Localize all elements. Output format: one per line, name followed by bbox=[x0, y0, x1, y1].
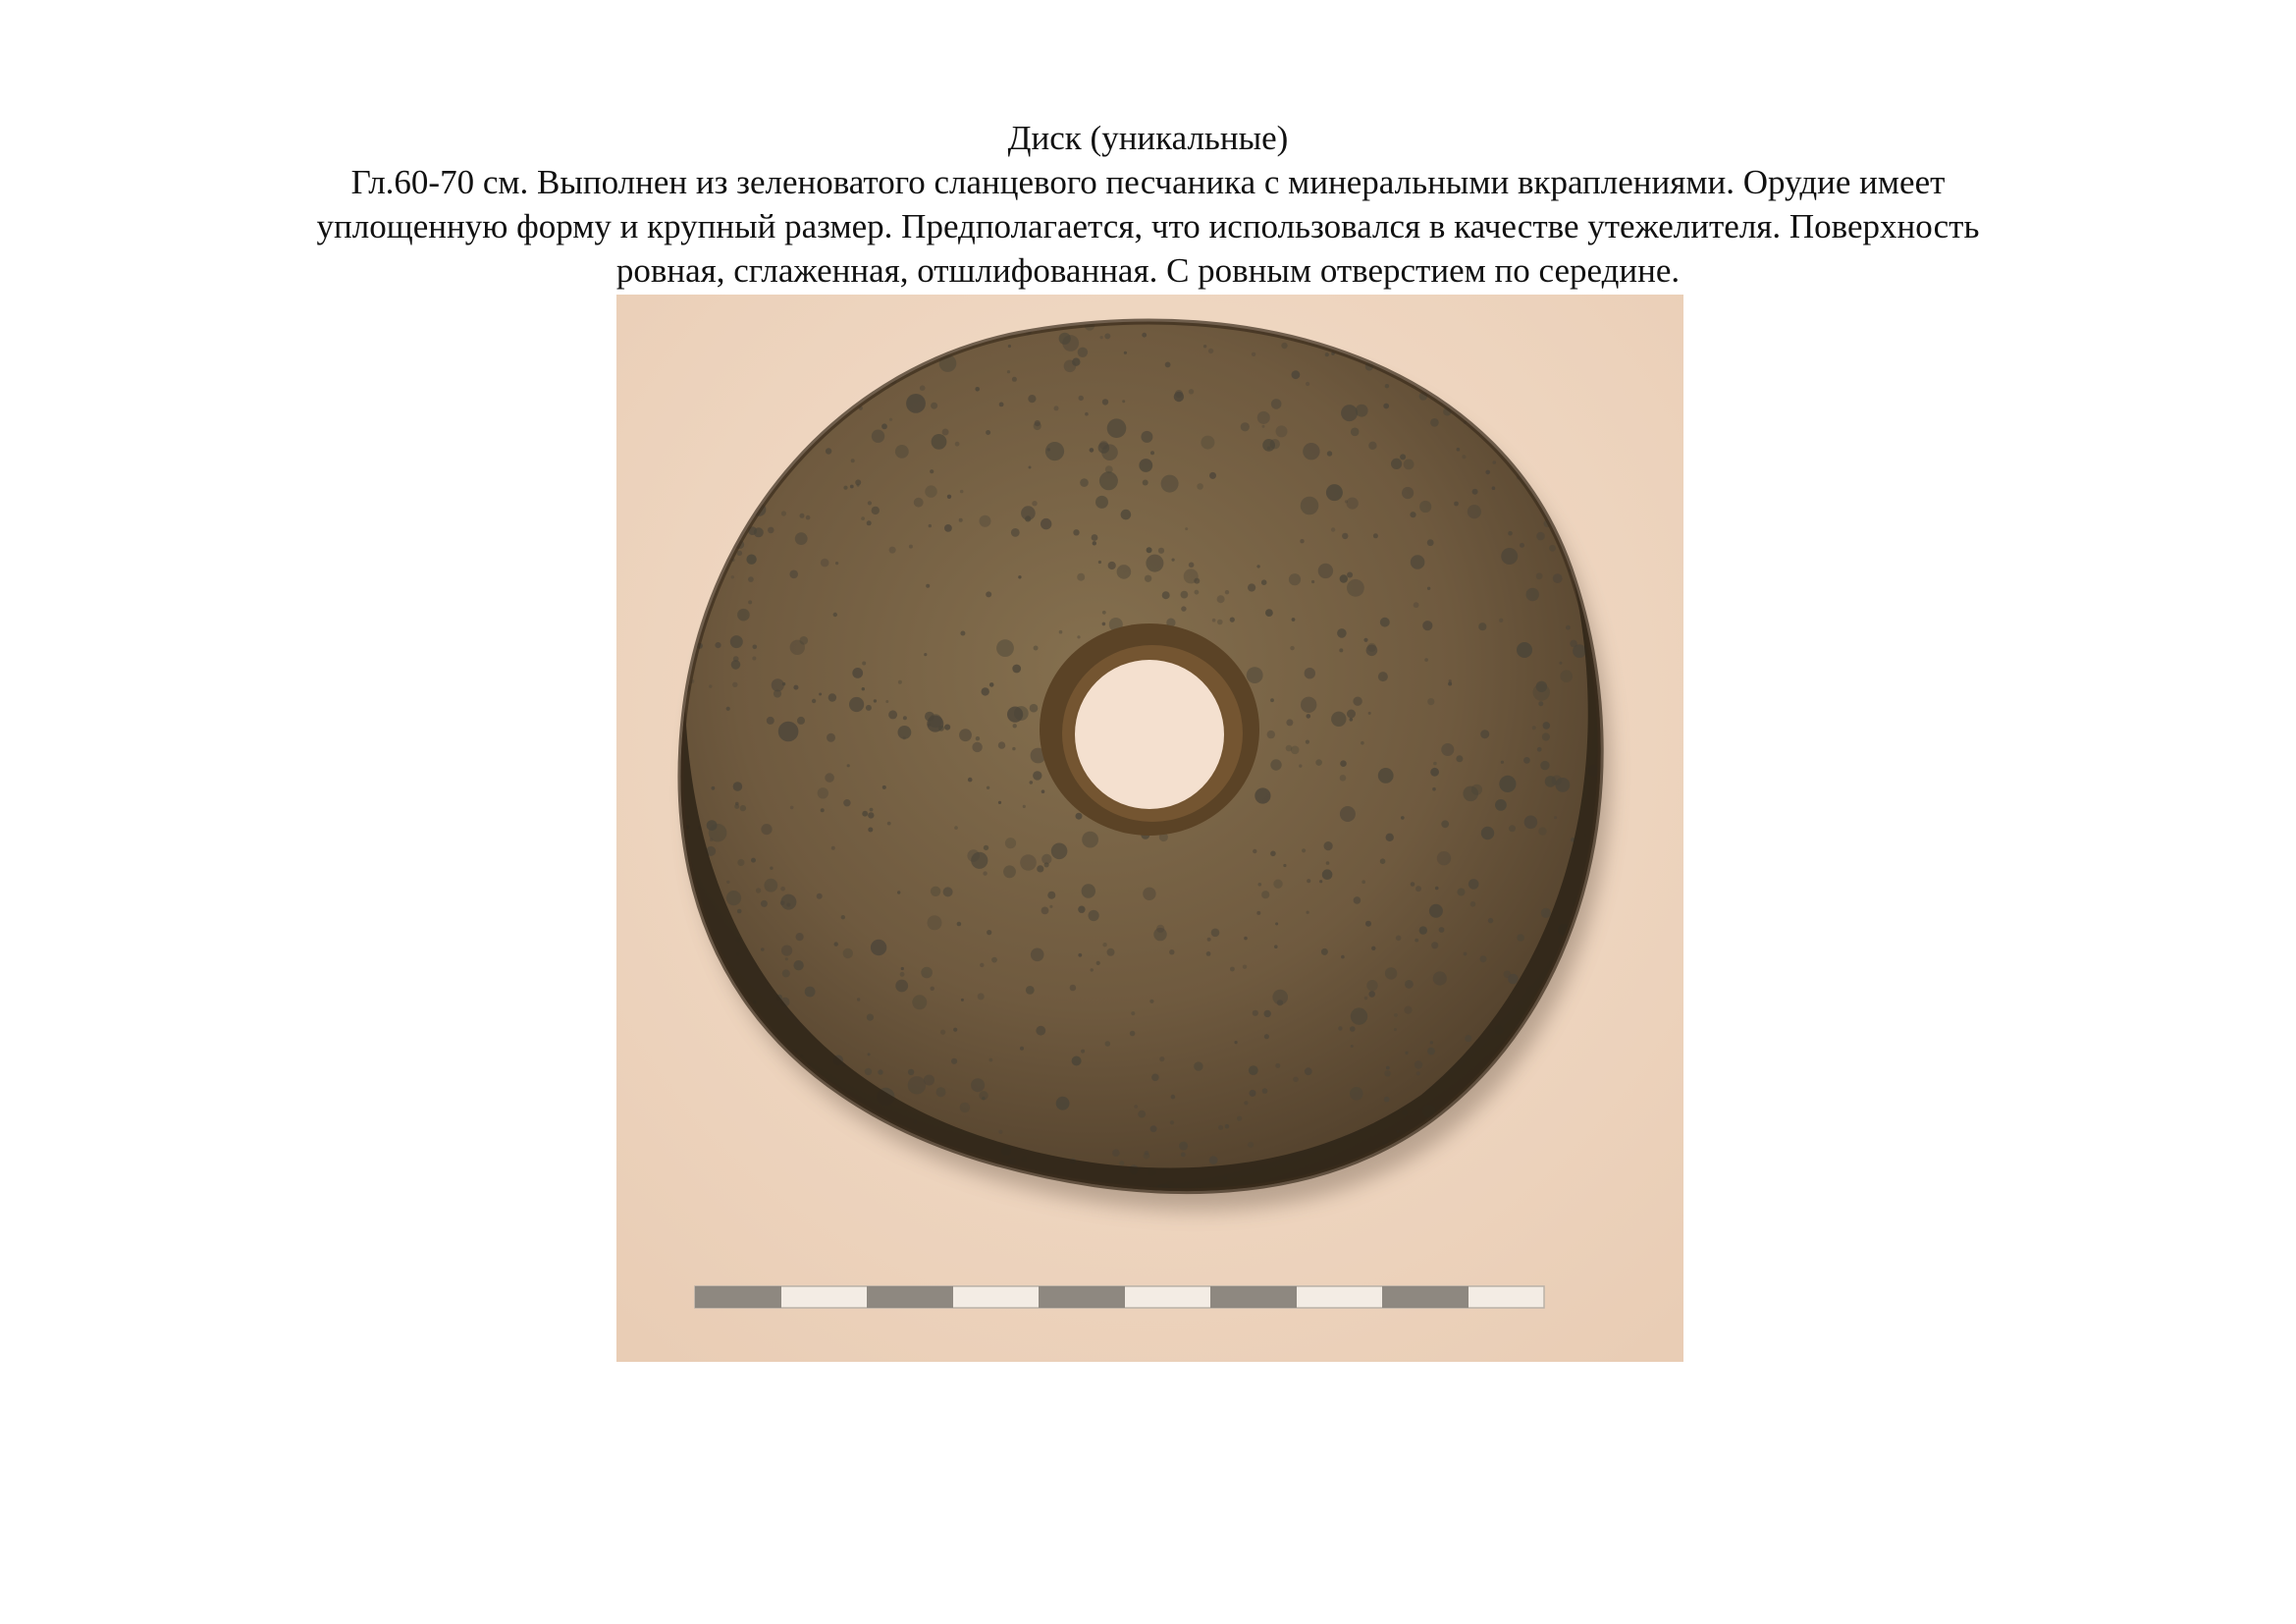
scale-bar-segment bbox=[1039, 1286, 1125, 1308]
description-line-3: ровная, сглаженная, отшлифованная. С ровным отверстием по середине. bbox=[615, 251, 1681, 290]
central-hole bbox=[1040, 623, 1259, 836]
artifact-photo bbox=[616, 295, 1683, 1362]
document-title: Диск (уникальные) bbox=[1007, 119, 1289, 157]
description-line-2: уплощенную форму и крупный размер. Предполагается, что использовался в качестве утежелителя. Поверхность bbox=[316, 207, 1980, 245]
scale-bar-segment bbox=[1382, 1286, 1468, 1308]
scale-bar-segment bbox=[695, 1286, 781, 1308]
scale-bar-segment bbox=[867, 1286, 953, 1308]
scale-bar bbox=[695, 1286, 1544, 1308]
caption bbox=[0, 116, 2296, 293]
description-line-1: Гл.60-70 см. Выполнен из зеленоватого сланцевого песчаника с минеральными вкраплениями. Орудие имеет bbox=[350, 163, 1946, 201]
stone-disc-illustration bbox=[616, 295, 1683, 1362]
scale-bar-segment bbox=[1210, 1286, 1297, 1308]
